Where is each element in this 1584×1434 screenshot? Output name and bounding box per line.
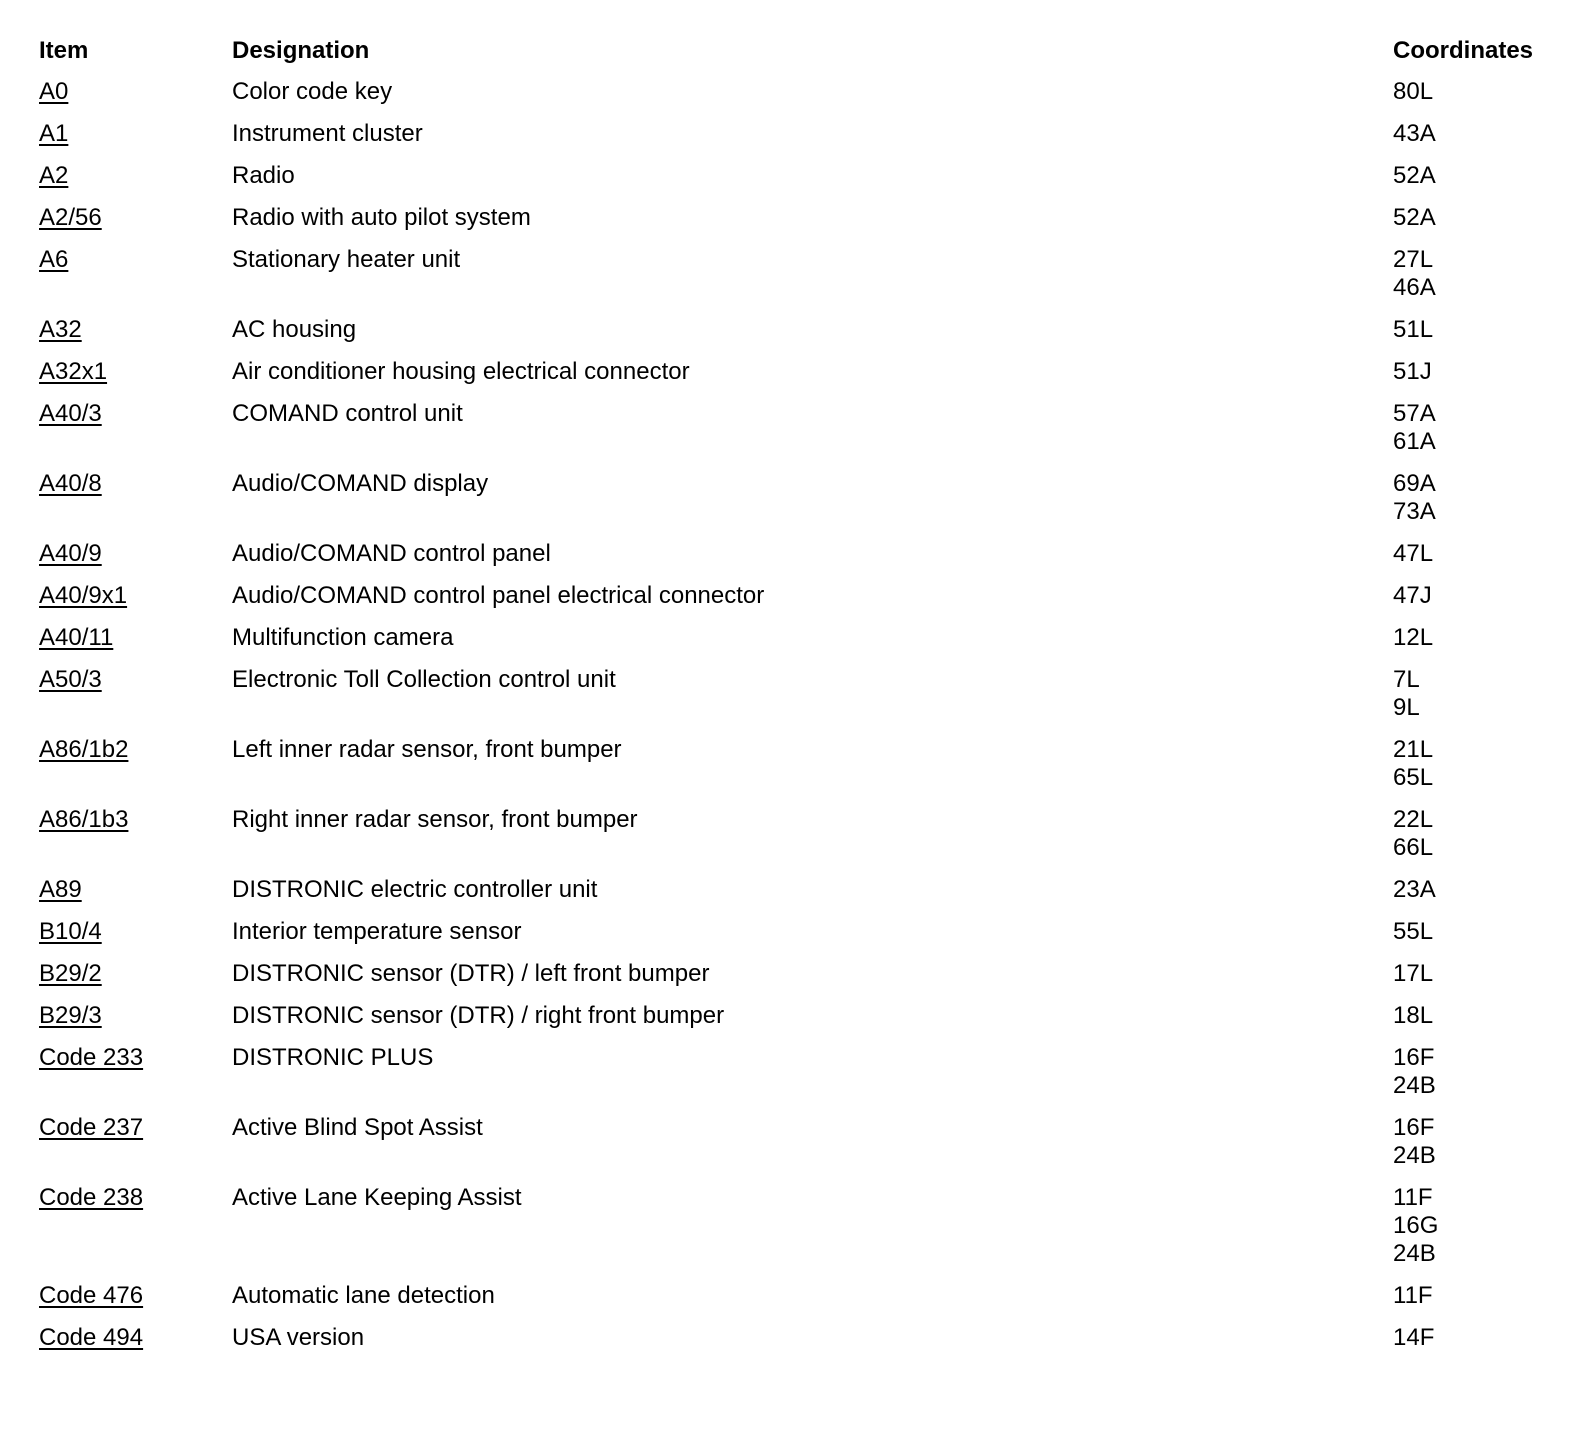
designation-text: Audio/COMAND control panel xyxy=(232,540,551,567)
designation-text: Radio xyxy=(232,162,295,189)
coordinate-value: 65L xyxy=(1393,764,1434,791)
coordinate-value: 11F xyxy=(1393,1282,1433,1309)
coordinate-value: 46A xyxy=(1393,274,1436,301)
table-row xyxy=(0,120,1584,162)
coordinate-value: 22L xyxy=(1393,806,1434,833)
coordinates-cell xyxy=(1393,162,1436,190)
designation-text: Electronic Toll Collection control unit xyxy=(232,666,616,693)
item-link[interactable]: A32x1 xyxy=(39,358,108,385)
table-header xyxy=(0,36,1584,66)
coordinates-cell xyxy=(1393,540,1433,568)
coordinate-value: 57A xyxy=(1393,400,1436,427)
coordinate-value: 24B xyxy=(1393,1142,1436,1169)
designation-text: Audio/COMAND control panel electrical connector xyxy=(232,582,765,609)
designation-text: USA version xyxy=(232,1324,365,1351)
coordinate-value: 52A xyxy=(1393,162,1436,189)
item-link[interactable]: A86/1b3 xyxy=(39,806,129,833)
table-row xyxy=(0,918,1584,960)
coordinates-cell xyxy=(1393,1002,1433,1030)
coordinate-value: 11F xyxy=(1393,1184,1433,1211)
coordinates-cell xyxy=(1393,316,1433,344)
coordinate-value: 47J xyxy=(1393,582,1432,609)
coordinate-value: 16F xyxy=(1393,1114,1435,1141)
designation-text: AC housing xyxy=(232,316,357,343)
table-row xyxy=(0,316,1584,358)
item-link[interactable]: A1 xyxy=(39,120,69,147)
table-row xyxy=(0,78,1584,120)
item-link[interactable]: Code 238 xyxy=(39,1184,144,1211)
item-link[interactable]: A40/9x1 xyxy=(39,582,128,609)
coordinate-value: 69A xyxy=(1393,470,1436,497)
item-link[interactable]: A0 xyxy=(39,78,69,105)
coordinate-value: 17L xyxy=(1393,960,1434,987)
item-link[interactable]: B29/3 xyxy=(39,1002,102,1029)
table-row xyxy=(0,1324,1584,1366)
coordinates-cell xyxy=(1393,918,1433,946)
table-row xyxy=(0,470,1584,540)
coordinate-value: 51J xyxy=(1393,358,1432,385)
table-row xyxy=(0,806,1584,876)
coordinate-value: 80L xyxy=(1393,78,1434,105)
item-link[interactable]: A50/3 xyxy=(39,666,102,693)
designation-text: Stationary heater unit xyxy=(232,246,461,273)
coordinates-cell xyxy=(1393,358,1432,386)
item-link[interactable]: Code 494 xyxy=(39,1324,144,1351)
coordinate-value: 52A xyxy=(1393,204,1436,231)
coordinates-cell xyxy=(1393,400,1436,456)
table-row xyxy=(0,400,1584,470)
item-link[interactable]: A2 xyxy=(39,162,69,189)
coordinates-cell xyxy=(1393,470,1436,526)
coordinate-value: 66L xyxy=(1393,834,1434,861)
coordinates-cell xyxy=(1393,624,1433,652)
table-row xyxy=(0,582,1584,624)
coordinate-value: 43A xyxy=(1393,120,1436,147)
item-link[interactable]: B10/4 xyxy=(39,918,102,945)
coordinate-value: 24B xyxy=(1393,1240,1436,1267)
coordinate-value: 12L xyxy=(1393,624,1434,651)
designation-text: DISTRONIC PLUS xyxy=(232,1044,434,1071)
table-row xyxy=(0,960,1584,1002)
designation-text: Air conditioner housing electrical connector xyxy=(232,358,690,385)
table-row xyxy=(0,1282,1584,1324)
item-link[interactable]: Code 233 xyxy=(39,1044,144,1071)
item-link[interactable]: Code 476 xyxy=(39,1282,144,1309)
coordinate-value: 21L xyxy=(1393,736,1434,763)
table-row xyxy=(0,876,1584,918)
designation-text: DISTRONIC electric controller unit xyxy=(232,876,598,903)
coordinate-value: 73A xyxy=(1393,498,1436,525)
table-body xyxy=(0,78,1584,1366)
coordinate-value: 55L xyxy=(1393,918,1434,945)
designation-text: DISTRONIC sensor (DTR) / left front bumper xyxy=(232,960,710,987)
header-coordinates: Coordinates xyxy=(1393,37,1534,64)
item-link[interactable]: Code 237 xyxy=(39,1114,144,1141)
coordinate-value: 14F xyxy=(1393,1324,1435,1351)
table-row xyxy=(0,736,1584,806)
header-designation: Designation xyxy=(232,37,370,64)
coordinates-cell xyxy=(1393,666,1420,722)
coordinate-value: 16F xyxy=(1393,1044,1435,1071)
designation-text: Right inner radar sensor, front bumper xyxy=(232,806,638,833)
item-link[interactable]: A40/8 xyxy=(39,470,102,497)
designation-text: Audio/COMAND display xyxy=(232,470,489,497)
item-link[interactable]: B29/2 xyxy=(39,960,102,987)
coordinate-value: 7L xyxy=(1393,666,1420,693)
coordinates-cell xyxy=(1393,582,1432,610)
table-row xyxy=(0,204,1584,246)
designation-text: Active Lane Keeping Assist xyxy=(232,1184,522,1211)
item-link[interactable]: A86/1b2 xyxy=(39,736,129,763)
item-link[interactable]: A40/3 xyxy=(39,400,102,427)
coordinate-value: 16G xyxy=(1393,1212,1439,1239)
coordinate-value: 47L xyxy=(1393,540,1434,567)
item-link[interactable]: A2/56 xyxy=(39,204,102,231)
coordinate-value: 51L xyxy=(1393,316,1434,343)
table-row xyxy=(0,666,1584,736)
coordinate-value: 27L xyxy=(1393,246,1434,273)
designation-text: DISTRONIC sensor (DTR) / right front bumper xyxy=(232,1002,725,1029)
item-link[interactable]: A89 xyxy=(39,876,82,903)
table-row xyxy=(0,1044,1584,1114)
coordinates-cell xyxy=(1393,1114,1436,1170)
designation-text: Active Blind Spot Assist xyxy=(232,1114,483,1141)
coordinate-value: 18L xyxy=(1393,1002,1434,1029)
coordinates-cell xyxy=(1393,204,1436,232)
coordinates-cell xyxy=(1393,1184,1438,1268)
coordinate-value: 24B xyxy=(1393,1072,1436,1099)
designation-text: Color code key xyxy=(232,78,393,105)
coordinates-cell xyxy=(1393,1044,1436,1100)
item-link[interactable]: A32 xyxy=(39,316,82,343)
coordinates-cell xyxy=(1393,120,1436,148)
table-row xyxy=(0,162,1584,204)
coordinates-cell xyxy=(1393,78,1433,106)
coordinates-cell xyxy=(1393,246,1436,302)
coordinates-cell xyxy=(1393,876,1436,904)
designation-text: Instrument cluster xyxy=(232,120,423,147)
table-row xyxy=(0,246,1584,316)
coordinates-cell xyxy=(1393,1324,1434,1352)
coordinates-cell xyxy=(1393,1282,1433,1310)
designation-text: Radio with auto pilot system xyxy=(232,204,531,231)
coordinate-value: 9L xyxy=(1393,694,1420,721)
designation-text: Multifunction camera xyxy=(232,624,454,651)
table-row xyxy=(0,540,1584,582)
item-link[interactable]: A40/9 xyxy=(39,540,102,567)
table-row xyxy=(0,1184,1584,1282)
table-row xyxy=(0,1114,1584,1184)
table-row xyxy=(0,358,1584,400)
coordinates-cell xyxy=(1393,736,1433,792)
header-item: Item xyxy=(39,37,89,64)
designation-text: Interior temperature sensor xyxy=(232,918,522,945)
item-link[interactable]: A6 xyxy=(39,246,69,273)
coordinate-value: 61A xyxy=(1393,428,1436,455)
coordinates-cell xyxy=(1393,960,1433,988)
designation-text: Left inner radar sensor, front bumper xyxy=(232,736,622,763)
designation-text: Automatic lane detection xyxy=(232,1282,495,1309)
coordinate-value: 23A xyxy=(1393,876,1436,903)
coordinates-cell xyxy=(1393,806,1433,862)
table-row xyxy=(0,624,1584,666)
item-link[interactable]: A40/11 xyxy=(39,624,114,651)
table-row xyxy=(0,1002,1584,1044)
designation-text: COMAND control unit xyxy=(232,400,463,427)
